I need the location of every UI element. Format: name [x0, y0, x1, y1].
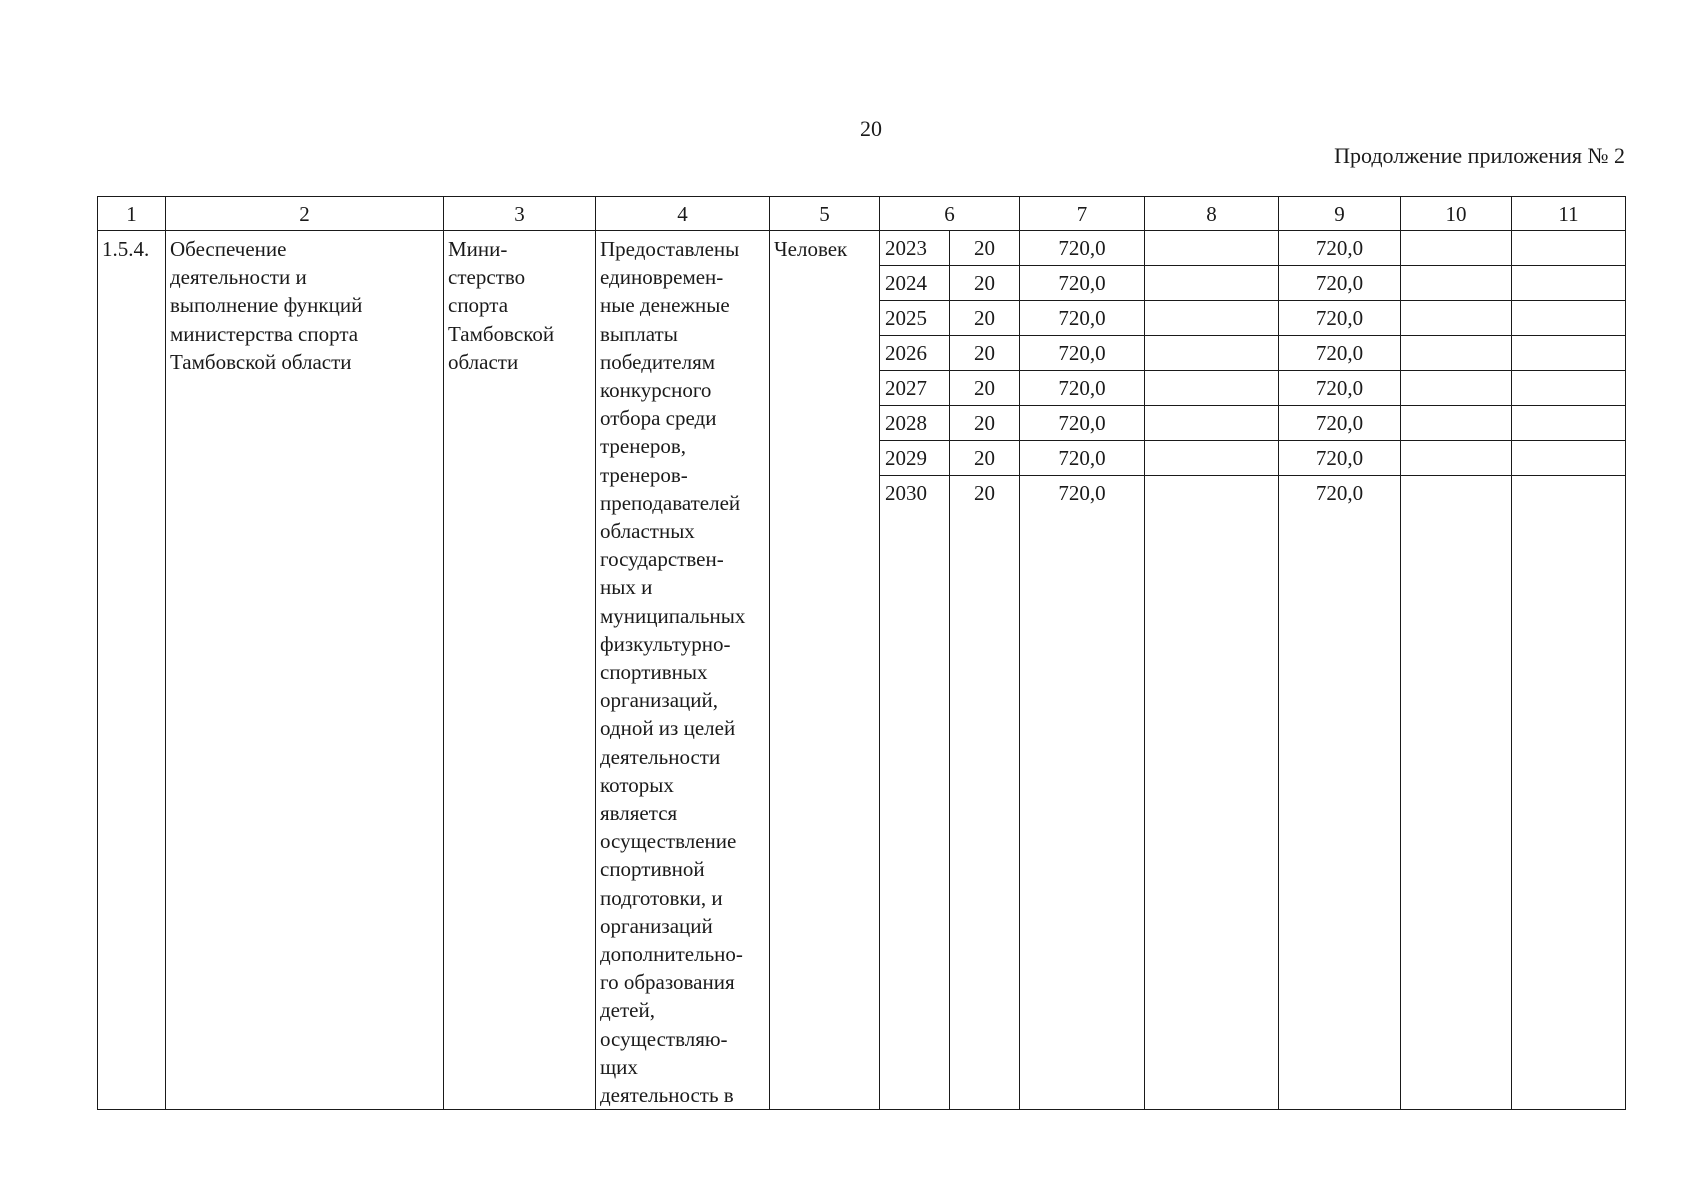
text-line: осуществление	[600, 829, 737, 854]
year-col11-cell	[1512, 441, 1625, 476]
header-cell: 1	[98, 197, 166, 231]
unit-of-measure: Человек	[770, 231, 880, 1110]
year-count-cell: 20	[950, 406, 1019, 441]
text-line: которых	[600, 772, 674, 797]
col10-column	[1401, 231, 1512, 1110]
header-cell: 11	[1512, 197, 1626, 231]
header-cell: 2	[166, 197, 444, 231]
text-line: деятельности и	[170, 265, 307, 290]
header-cell: 9	[1279, 197, 1401, 231]
year-count-cell: 20	[950, 441, 1019, 476]
year-year-cell: 2030	[885, 481, 927, 505]
text-line: осуществляю-	[600, 1026, 728, 1051]
page-number: 20	[860, 116, 882, 141]
text-line: областных	[600, 519, 695, 544]
text-line: организаций,	[600, 688, 718, 713]
text-line: тренеров-	[600, 462, 688, 487]
header-cell: 8	[1145, 197, 1279, 231]
program-table	[97, 196, 1626, 1110]
header-cell: 3	[444, 197, 596, 231]
year-total-cell: 720,0	[1020, 406, 1144, 441]
text-line: организаций	[600, 913, 713, 938]
year-year-cell: 2023	[880, 231, 949, 266]
text-line: щих	[600, 1054, 638, 1079]
year-col11-cell	[1512, 231, 1625, 266]
year-col11-cell	[1512, 406, 1625, 441]
year-col8-cell	[1145, 406, 1278, 441]
year-year-cell: 2024	[880, 266, 949, 301]
year-col10-cell	[1401, 336, 1511, 371]
year-col9-cell: 720,0	[1315, 481, 1364, 505]
year-year-cell: 2025	[880, 301, 949, 336]
text-line: отбора среди	[600, 406, 717, 431]
year-count-cell: 20	[974, 481, 995, 505]
header-cell: 4	[596, 197, 770, 231]
text-line: го образования	[600, 970, 735, 995]
text-line: выполнение функций	[170, 293, 363, 318]
measure-name	[166, 231, 444, 1110]
year-col10-cell	[1401, 371, 1511, 406]
text-line: дополнительно-	[600, 942, 743, 967]
count-column	[950, 231, 1020, 1110]
text-line: ные денежные	[600, 293, 730, 318]
text-line: ных и	[600, 575, 653, 600]
year-count-cell: 20	[950, 301, 1019, 336]
text-line: стерство	[448, 265, 526, 290]
year-year-cell: 2029	[880, 441, 949, 476]
year-column	[880, 231, 950, 1110]
year-col10-cell	[1401, 441, 1511, 476]
year-count-cell: 20	[950, 266, 1019, 301]
text-line: Мини-	[448, 237, 508, 261]
year-col10-cell	[1401, 476, 1511, 511]
header-cell: 5	[770, 197, 880, 231]
col11-column	[1512, 231, 1626, 1110]
text-line: области	[448, 349, 519, 374]
year-total-cell: 720,0	[1058, 481, 1106, 505]
year-total-cell: 720,0	[1020, 371, 1144, 406]
text-line: спортивных	[600, 660, 708, 685]
year-col8-cell	[1145, 231, 1278, 266]
year-col9-cell: 720,0	[1279, 231, 1400, 266]
appendix-note: Продолжение приложения № 2	[1334, 143, 1625, 168]
year-col11-cell	[1512, 301, 1625, 336]
year-total-cell: 720,0	[1020, 301, 1144, 336]
text-line: физкультурно-	[600, 631, 731, 656]
year-total-cell: 720,0	[1020, 441, 1144, 476]
text-line: Тамбовской области	[170, 349, 352, 374]
year-col8-cell	[1145, 371, 1278, 406]
text-line: Предоставлены	[600, 237, 740, 261]
year-col10-cell	[1401, 266, 1511, 301]
text-line: муниципальных	[600, 603, 746, 628]
text-line: единовремен-	[600, 265, 724, 290]
text-line: подготовки, и	[600, 885, 723, 910]
header-cell: 7	[1020, 197, 1145, 231]
year-col11-cell	[1512, 336, 1625, 371]
year-col8-cell	[1145, 336, 1278, 371]
year-total-cell: 720,0	[1020, 231, 1144, 266]
year-year-cell: 2027	[880, 371, 949, 406]
year-col8-cell	[1145, 266, 1278, 301]
expected-result	[596, 231, 770, 1110]
header-cell: 6	[880, 197, 1020, 231]
text-line: выплаты	[600, 321, 678, 346]
year-col8-cell	[1145, 441, 1278, 476]
text-line: преподавателей	[600, 490, 741, 515]
text-line: министерства спорта	[170, 321, 359, 346]
total-column	[1020, 231, 1145, 1110]
year-col9-cell: 720,0	[1279, 441, 1400, 476]
year-col11-cell	[1512, 371, 1625, 406]
table-row	[98, 231, 1626, 1110]
text-line: конкурсного	[600, 378, 712, 403]
year-col11-cell	[1512, 266, 1625, 301]
year-col8-cell	[1145, 301, 1278, 336]
text-line: деятельность в	[600, 1083, 734, 1108]
text-line: спортивной	[600, 857, 705, 882]
text-line: является	[600, 801, 678, 826]
text-line: победителям	[600, 349, 716, 374]
text-line: детей,	[600, 998, 655, 1023]
text-line: одной из целей	[600, 716, 736, 741]
text-line: деятельности	[600, 744, 721, 769]
year-year-cell: 2026	[880, 336, 949, 371]
text-line: Тамбовской	[448, 321, 555, 346]
text-line: государствен-	[600, 547, 724, 572]
col8-column	[1145, 231, 1279, 1110]
year-col10-cell	[1401, 231, 1511, 266]
row-number: 1.5.4.	[98, 231, 166, 1110]
year-year-cell: 2028	[880, 406, 949, 441]
year-col10-cell	[1401, 406, 1511, 441]
year-total-cell: 720,0	[1020, 266, 1144, 301]
text-line: тренеров,	[600, 434, 686, 459]
year-count-cell: 20	[950, 371, 1019, 406]
year-col9-cell: 720,0	[1279, 406, 1400, 441]
year-col9-cell: 720,0	[1279, 266, 1400, 301]
header-cell: 10	[1401, 197, 1512, 231]
year-col9-cell: 720,0	[1279, 301, 1400, 336]
text-line: спорта	[448, 293, 509, 318]
year-col11-cell	[1512, 476, 1625, 511]
text-line: Обеспечение	[170, 237, 287, 261]
col9-column	[1279, 231, 1401, 1110]
header-row	[98, 197, 1626, 231]
year-col9-cell: 720,0	[1279, 371, 1400, 406]
year-col9-cell: 720,0	[1279, 336, 1400, 371]
year-count-cell: 20	[950, 231, 1019, 266]
year-col8-cell	[1145, 476, 1278, 511]
executor	[444, 231, 596, 1110]
year-count-cell: 20	[950, 336, 1019, 371]
year-col10-cell	[1401, 301, 1511, 336]
year-total-cell: 720,0	[1020, 336, 1144, 371]
